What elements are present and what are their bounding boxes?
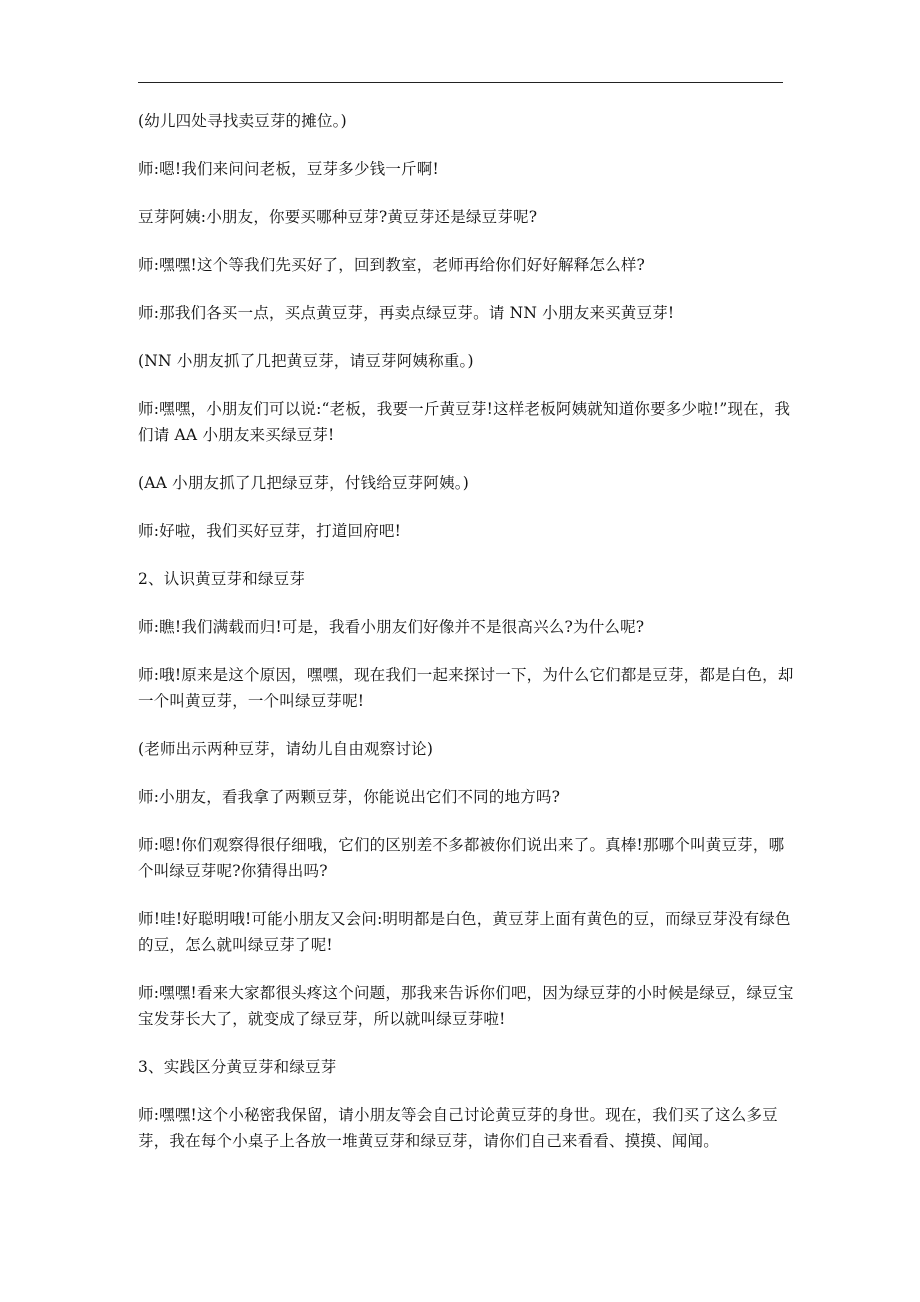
- paragraph: 师:哦!原来是这个原因，嘿嘿，现在我们一起来探讨一下，为什么它们都是豆芽，都是白色，却一个叫黄豆芽，一个叫绿豆芽呢!: [138, 666, 794, 710]
- section-heading: 3、实践区分黄豆芽和绿豆芽: [138, 1058, 337, 1076]
- paragraph: 师:嗯!你们观察得很仔细哦，它们的区别差不多都被你们说出来了。真棒!那哪个叫黄豆芽，哪个叫绿豆芽呢?你猜得出吗?: [138, 836, 785, 880]
- paragraph: (AA 小朋友抓了几把绿豆芽，付钱给豆芽阿姨。): [138, 474, 469, 492]
- paragraph: 师:嘿嘿!看来大家都很头疼这个问题，那我来告诉你们吧，因为绿豆芽的小时候是绿豆，绿豆宝宝发芽长大了，就变成了绿豆芽，所以就叫绿豆芽啦!: [138, 984, 794, 1028]
- paragraph: 师:那我们各买一点，买点黄豆芽，再卖点绿豆芽。请 NN 小朋友来买黄豆芽!: [138, 304, 675, 322]
- paragraph: (幼儿四处寻找卖豆芽的摊位。): [138, 112, 347, 130]
- paragraph: 师:嗯!我们来问问老板，豆芽多少钱一斤啊!: [138, 160, 439, 178]
- paragraph: 师:好啦，我们买好豆芽，打道回府吧!: [138, 522, 402, 540]
- document-body: [138, 108, 798, 1176]
- paragraph: 师:嘿嘿，小朋友们可以说:“老板，我要一斤黄豆芽!这样老板阿姨就知道你要多少啦!”现在，我们请 AA 小朋友来买绿豆芽!: [138, 400, 791, 444]
- paragraph: 豆芽阿姨:小朋友，你要买哪种豆芽?黄豆芽还是绿豆芽呢?: [138, 208, 538, 226]
- paragraph: 师!哇!好聪明哦!可能小朋友又会问:明明都是白色，黄豆芽上面有黄色的豆，而绿豆芽没有绿色的豆，怎么就叫绿豆芽了呢!: [138, 910, 791, 954]
- paragraph: 师:嘿嘿!这个等我们先买好了，回到教室，老师再给你们好好解释怎么样?: [138, 256, 646, 274]
- paragraph: (老师出示两种豆芽，请幼儿自由观察讨论): [138, 740, 434, 758]
- paragraph: 师:小朋友，看我拿了两颗豆芽，你能说出它们不同的地方吗?: [138, 788, 561, 806]
- section-heading: 2、认识黄豆芽和绿豆芽: [138, 570, 306, 588]
- paragraph: (NN 小朋友抓了几把黄豆芽，请豆芽阿姨称重。): [138, 352, 474, 370]
- paragraph: 师:瞧!我们满载而归!可是，我看小朋友们好像并不是很高兴么?为什么呢?: [138, 618, 645, 636]
- paragraph: 师:嘿嘿!这个小秘密我保留，请小朋友等会自己讨论黄豆芽的身世。现在，我们买了这么多豆芽，我在每个小桌子上各放一堆黄豆芽和绿豆芽，请你们自己来看看、摸摸、闻闻。: [138, 1106, 778, 1150]
- header-rule: [138, 82, 783, 83]
